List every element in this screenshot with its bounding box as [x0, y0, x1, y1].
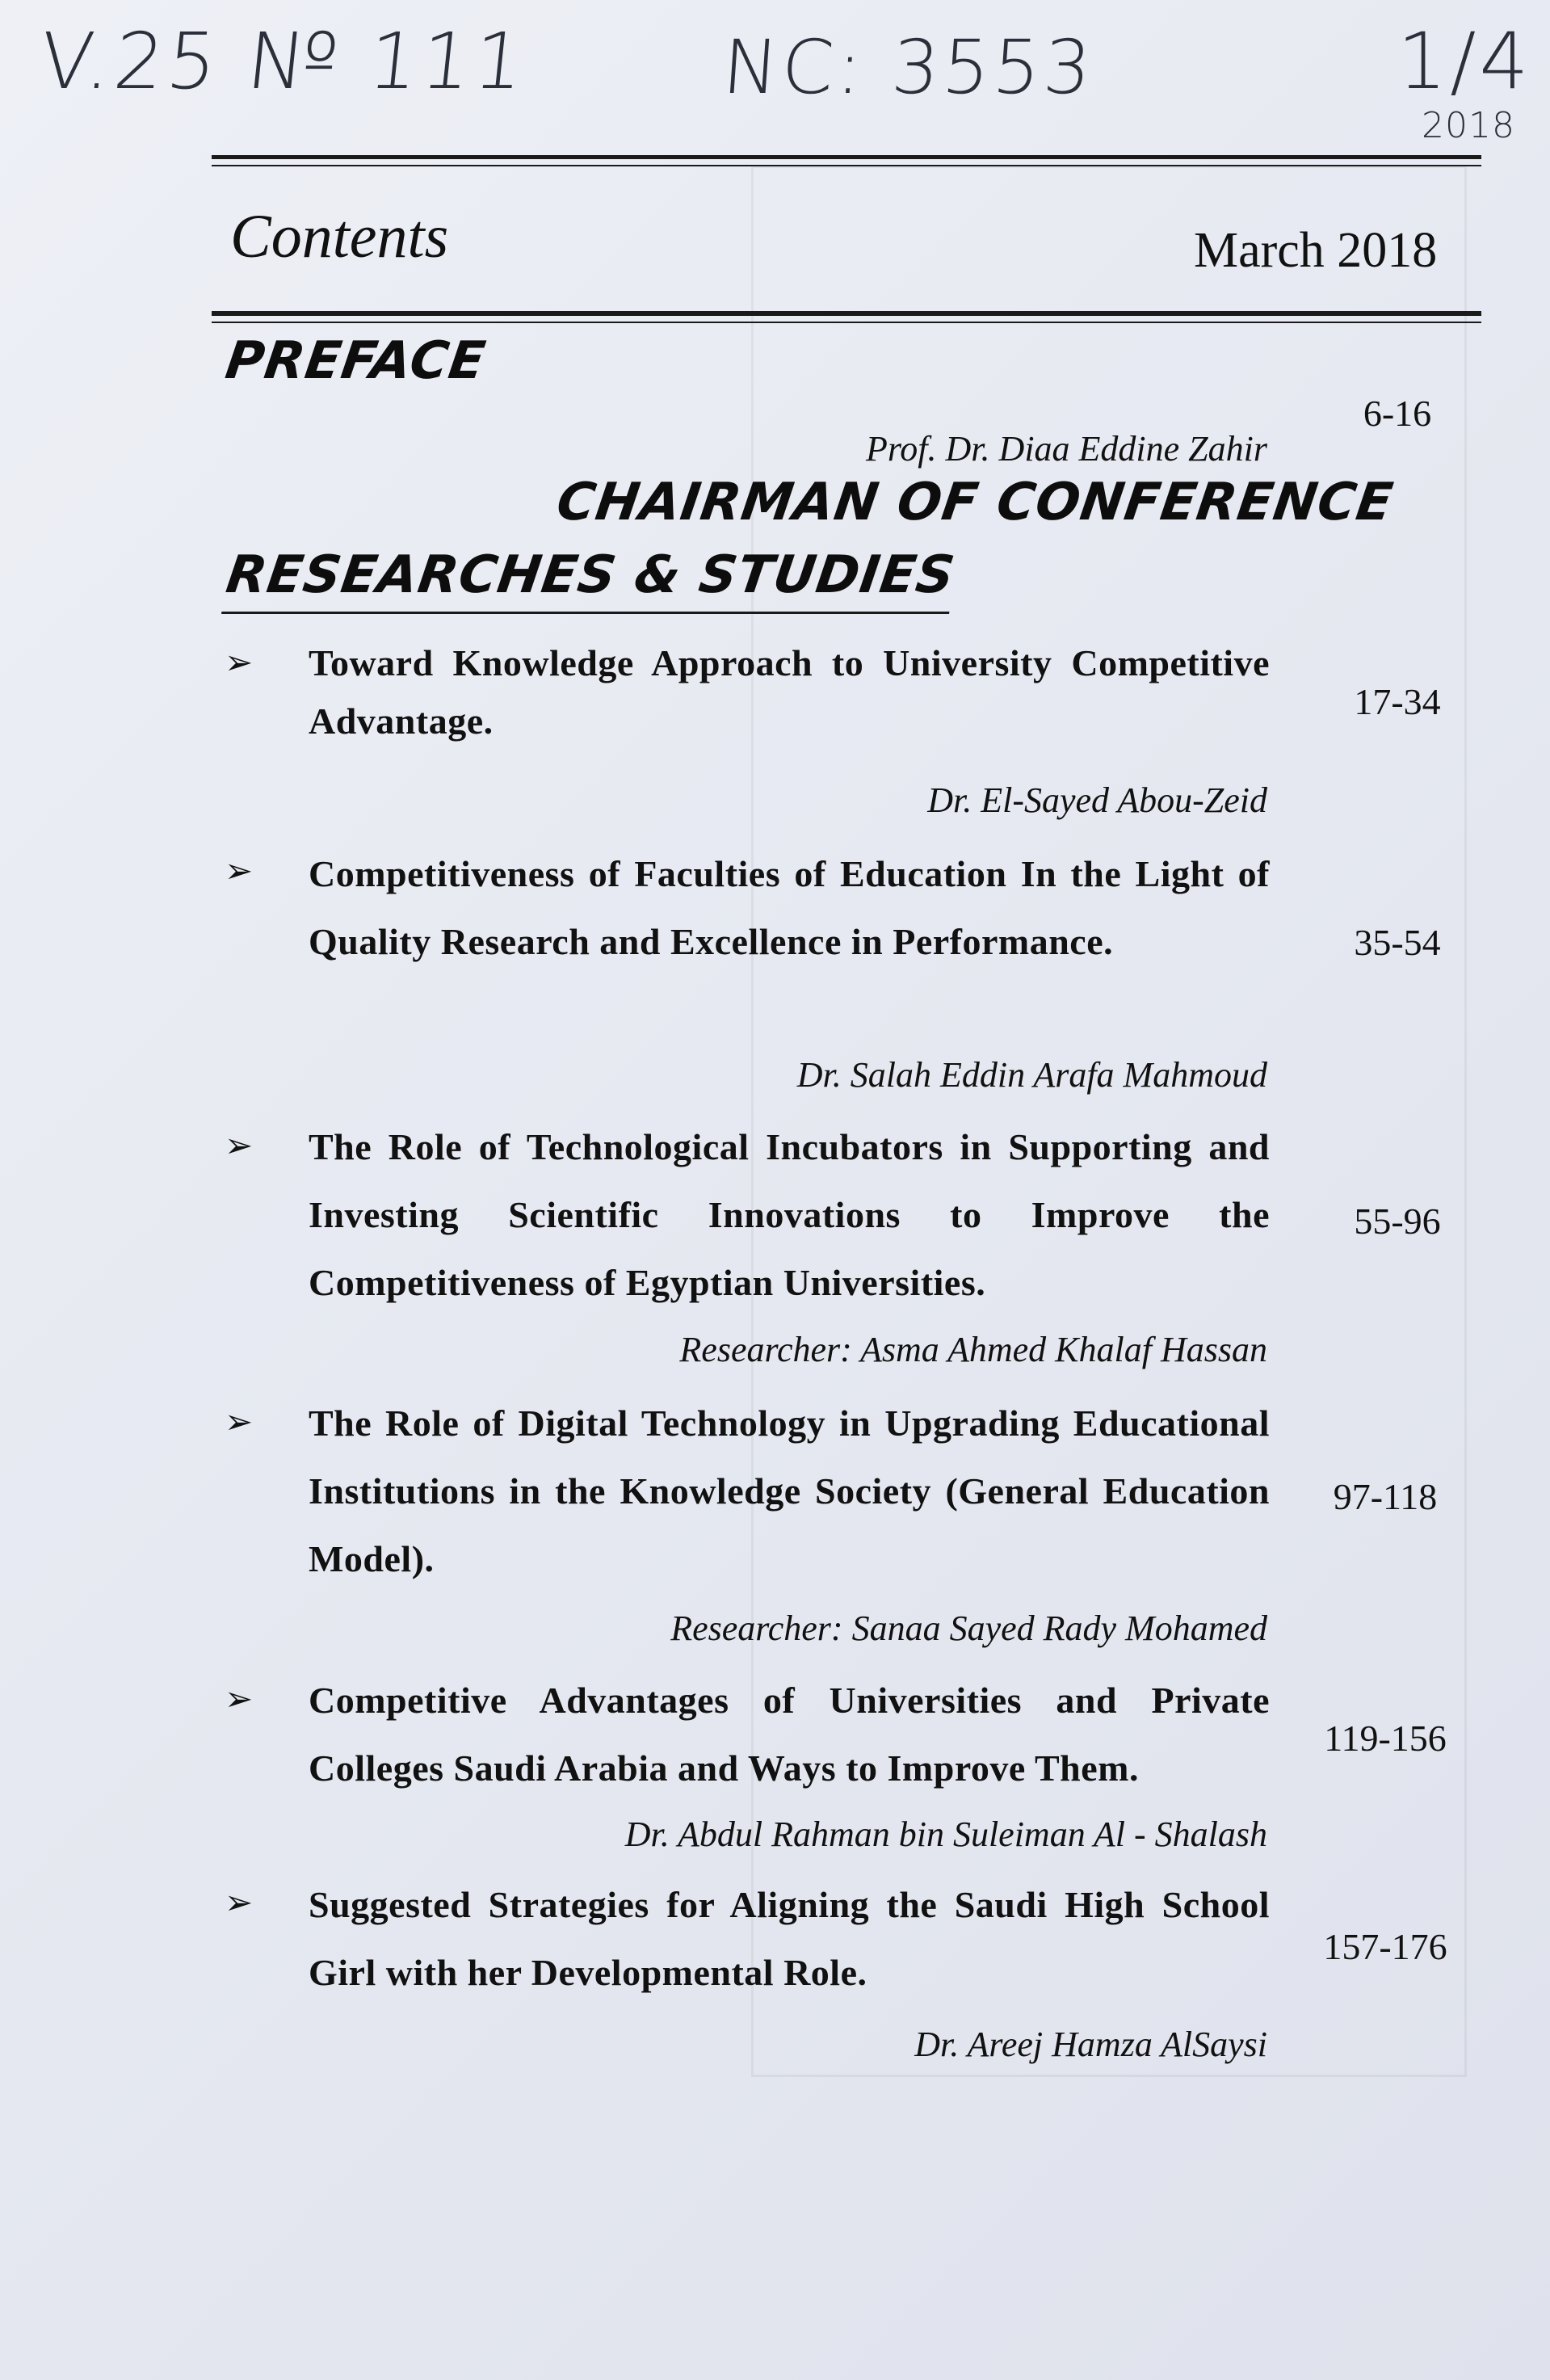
header-rule-top-thin [212, 165, 1481, 166]
article-author-4: Researcher: Sanaa Sayed Rady Mohamed [670, 1608, 1267, 1648]
bullet-arrow-icon: ➢ [225, 1125, 254, 1165]
article-author-1: Dr. El-Sayed Abou-Zeid [927, 780, 1267, 820]
bullet-arrow-icon: ➢ [225, 1679, 254, 1718]
preface-heading: PREFACE [221, 331, 489, 391]
article-title-3[interactable]: The Role of Technological Incubators in Supporting and Investing Scientific Innovations to Improve the Competitiveness of Egyptian Universities. [309, 1126, 1270, 1303]
bullet-arrow-icon: ➢ [225, 851, 254, 890]
issue-date: March 2018 [1194, 223, 1438, 278]
handwritten-code: NC: 3553 [720, 24, 1098, 111]
article-title-5[interactable]: Competitive Advantages of Universities and Private Colleges Saudi Arabia and Ways to Improve Them. [309, 1680, 1270, 1789]
article-pages-5: 119-156 [1324, 1718, 1447, 1759]
preface-author: Prof. Dr. Diaa Eddine Zahir [865, 429, 1267, 469]
header-rule-bottom [212, 311, 1481, 316]
article-author-5: Dr. Abdul Rahman bin Suleiman Al - Shalash [624, 1814, 1267, 1854]
article-pages-6: 157-176 [1323, 1926, 1447, 1967]
article-title-4[interactable]: The Role of Digital Technology in Upgrading Educational Institutions in the Knowledge Society (General Education Model). [309, 1402, 1270, 1579]
header-rule-top [212, 155, 1481, 159]
article-pages-2: 35-54 [1354, 922, 1441, 963]
article-pages-4: 97-118 [1333, 1476, 1438, 1517]
bullet-arrow-icon: ➢ [225, 642, 254, 682]
article-title-1[interactable]: Toward Knowledge Approach to University Competitive Advantage. [309, 642, 1270, 742]
article-title-2[interactable]: Competitiveness of Faculties of Education In the Light of Quality Research and Excellence in Performance. [309, 853, 1270, 962]
article-pages-1: 17-34 [1354, 681, 1441, 722]
article-author-2: Dr. Salah Eddin Arafa Mahmoud [796, 1055, 1267, 1095]
handwritten-ref: 1/4 [1397, 16, 1532, 107]
article-title-6[interactable]: Suggested Strategies for Aligning the Saudi High School Girl with her Developmental Role. [309, 1884, 1270, 1993]
preface-pages: 6-16 [1363, 393, 1432, 434]
bullet-arrow-icon: ➢ [225, 1402, 254, 1441]
article-author-3: Researcher: Asma Ahmed Khalaf Hassan [679, 1330, 1267, 1369]
chairman-heading: CHAIRMAN OF CONFERENCE [552, 473, 1397, 532]
section-heading: RESEARCHES & STUDIES [221, 545, 959, 614]
handwritten-year: 2018 [1422, 105, 1515, 146]
article-pages-3: 55-96 [1354, 1201, 1441, 1242]
page-title: Contents [230, 203, 449, 271]
handwritten-volume-issue: V.25 № 111 [36, 16, 531, 107]
bullet-arrow-icon: ➢ [225, 1882, 254, 1922]
header-rule-bottom-thin [212, 322, 1481, 323]
article-author-6: Dr. Areej Hamza AlSaysi [914, 2025, 1267, 2064]
